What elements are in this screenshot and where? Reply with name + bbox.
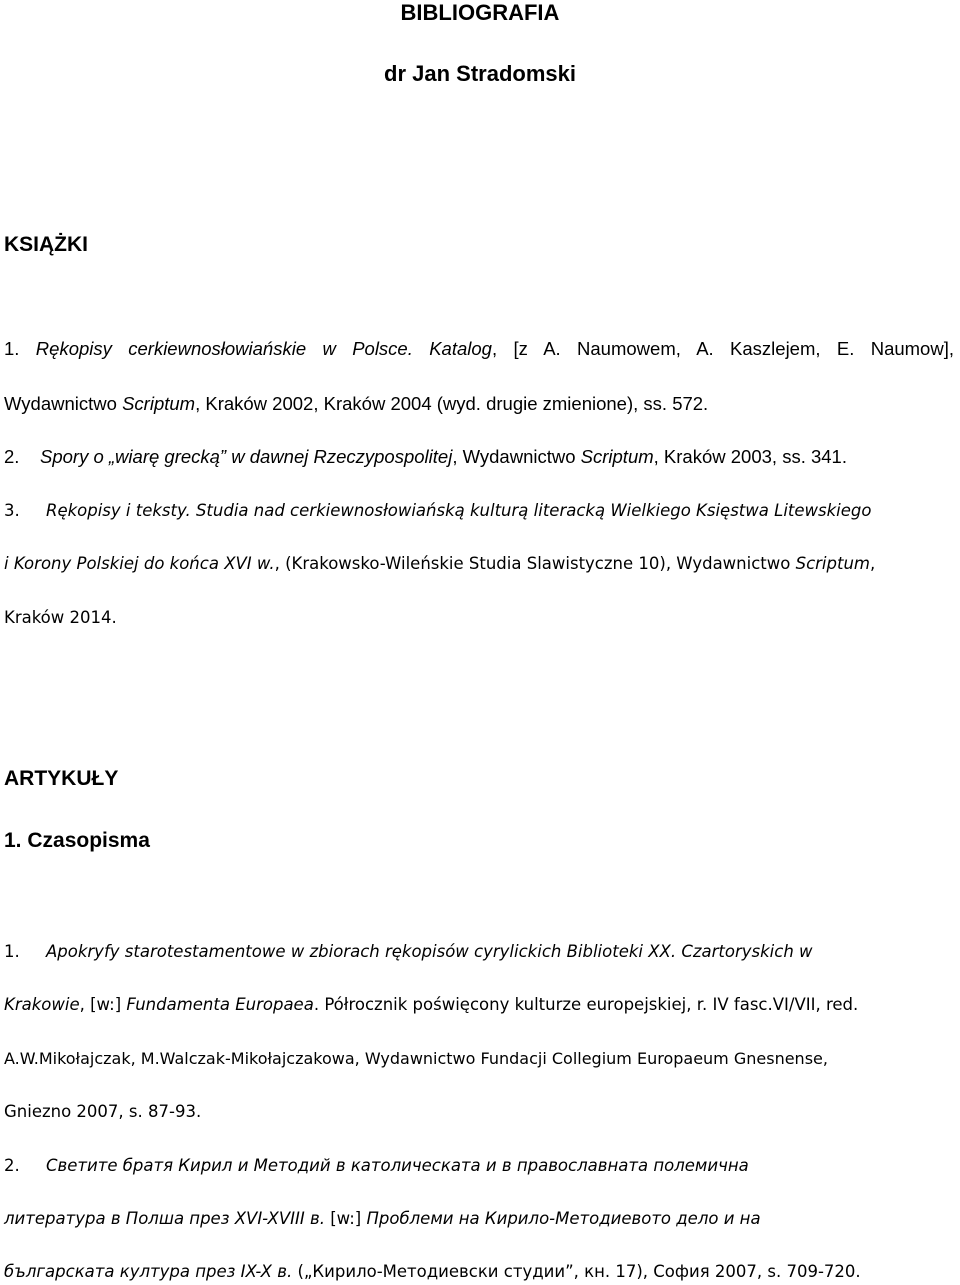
article-2-title: Светите братя Кирил и Методий в католическата и в православната полемична bbox=[45, 1156, 749, 1175]
book-1-details: , Kraków 2002, Kraków 2004 (wyd. drugie zmienione), ss. 572. bbox=[195, 393, 709, 414]
book-1-publisher-prefix: Wydawnictwo bbox=[4, 393, 123, 414]
article-1-in: , [w:] bbox=[79, 995, 127, 1014]
book-2-number: 2. bbox=[4, 446, 20, 467]
article-1-line-4: Gniezno 2007, s. 87-93. bbox=[4, 1102, 202, 1121]
book-2-details: , Kraków 2003, ss. 341. bbox=[653, 446, 847, 467]
article-1-journal: Fundamenta Europaea bbox=[126, 995, 314, 1014]
book-3-comma: , bbox=[869, 554, 876, 573]
book-3-subtitle: i Korony Polskiej do końca XVI w. bbox=[4, 554, 275, 573]
book-2-publisher: Scriptum bbox=[580, 446, 654, 467]
books-heading: KSIĄŻKI bbox=[4, 233, 88, 256]
book-3-line-2 bbox=[4, 551, 875, 577]
book-1-line-1 bbox=[4, 336, 954, 362]
article-2-details: („Кирило-Методиевски студии”, кн. 17), София 2007, s. 709-720. bbox=[292, 1262, 861, 1281]
article-2-book-title: Проблеми на Кирило-Методиевото дело и на bbox=[366, 1209, 761, 1228]
book-3-line-1 bbox=[4, 498, 871, 524]
book-3-series: , (Krakowsko-Wileńskie Studia Slawistyczne 10), Wydawnictwo bbox=[274, 554, 796, 573]
article-1-journal-details: . Półrocznik poświęcony kulturze europejskiej, r. IV fasc.VI/VII, red. bbox=[313, 995, 859, 1014]
article-1-title-end: Krakowie bbox=[4, 995, 80, 1014]
article-1-line-2 bbox=[4, 992, 858, 1018]
article-2-title-end: литература в Полша през XVI-XVIII в. bbox=[4, 1209, 325, 1228]
book-1-authors: , [z A. Naumowem, A. Kaszlejem, E. Naumow], bbox=[491, 338, 954, 359]
article-1-line-1 bbox=[4, 939, 813, 965]
book-3-line-3: Kraków 2014. bbox=[4, 608, 117, 627]
book-2-title: Spory o „wiarę grecką” w dawnej Rzeczypospolitej bbox=[40, 446, 453, 467]
book-2-line bbox=[4, 444, 847, 470]
book-1-line-2 bbox=[4, 391, 708, 417]
article-2-number: 2. bbox=[4, 1156, 20, 1175]
book-3-title: Rękopisy i teksty. Studia nad cerkiewnosłowiańską kulturą literacką Wielkiego Księstwa Litewskiego bbox=[45, 501, 872, 520]
article-2-line-1 bbox=[4, 1153, 749, 1179]
article-2-book-title-end: българската култура през IX-X в. bbox=[4, 1262, 293, 1281]
article-2-in: [w:] bbox=[324, 1209, 367, 1228]
book-1-title: Rękopisy cerkiewnosłowiańskie w Polsce. Katalog bbox=[35, 338, 492, 359]
article-1-line-3: A.W.Mikołajczak, M.Walczak-Mikołajczakowa, Wydawnictwo Fundacji Collegium Europaeum Gnesnense, bbox=[4, 1049, 828, 1068]
article-2-line-2 bbox=[4, 1206, 761, 1232]
articles-heading: ARTYKUŁY bbox=[4, 767, 119, 790]
document-author: dr Jan Stradomski bbox=[384, 61, 576, 86]
book-3-number: 3. bbox=[4, 501, 20, 520]
book-3-publisher: Scriptum bbox=[795, 554, 870, 573]
book-2-publisher-prefix: , Wydawnictwo bbox=[452, 446, 581, 467]
article-2-line-3 bbox=[4, 1259, 861, 1285]
journals-subheading: 1. Czasopisma bbox=[4, 829, 150, 852]
article-1-number: 1. bbox=[4, 942, 20, 961]
book-1-number: 1. bbox=[4, 338, 20, 359]
book-1-publisher: Scriptum bbox=[122, 393, 196, 414]
document-title: BIBLIOGRAFIA bbox=[400, 0, 560, 25]
article-1-title: Apokryfy starotestamentowe w zbiorach rękopisów cyrylickich Biblioteki XX. Czartoryskich w bbox=[45, 942, 813, 961]
